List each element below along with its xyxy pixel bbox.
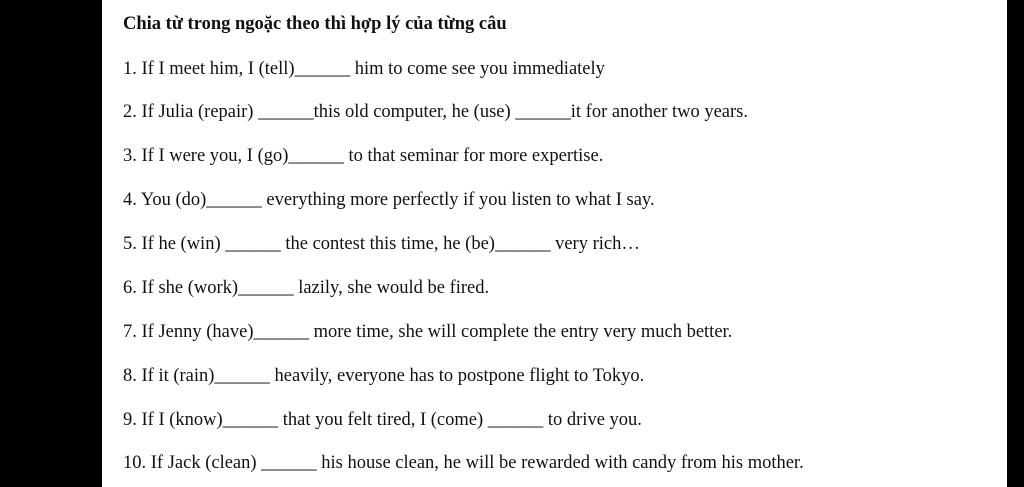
exercise-line-7: 7. If Jenny (have)______ more time, she will complete the entry very much better.	[123, 322, 733, 342]
worksheet-page	[102, 0, 1007, 487]
exercise-line-2: 2. If Julia (repair) ______this old computer, he (use) ______it for another two years.	[123, 102, 749, 122]
exercise-line-8: 8. If it (rain)______ heavily, everyone has to postpone flight to Tokyo.	[123, 366, 645, 386]
exercise-line-3: 3. If I were you, I (go)______ to that seminar for more expertise.	[123, 146, 604, 166]
left-black-border	[0, 0, 102, 487]
exercise-line-1: 1. If I meet him, I (tell)______ him to come see you immediately	[123, 59, 605, 79]
exercise-line-6: 6. If she (work)______ lazily, she would be fired.	[123, 278, 490, 298]
exercise-line-9: 9. If I (know)______ that you felt tired, I (come) ______ to drive you.	[123, 410, 642, 430]
worksheet-title: Chia từ trong ngoặc theo thì hợp lý của từng câu	[123, 14, 507, 34]
exercise-line-4: 4. You (do)______ everything more perfectly if you listen to what I say.	[123, 190, 655, 210]
exercise-line-10: 10. If Jack (clean) ______ his house clean, he will be rewarded with candy from his mother.	[123, 453, 804, 473]
exercise-line-5: 5. If he (win) ______ the contest this time, he (be)______ very rich…	[123, 234, 640, 254]
right-black-border	[1007, 0, 1024, 487]
